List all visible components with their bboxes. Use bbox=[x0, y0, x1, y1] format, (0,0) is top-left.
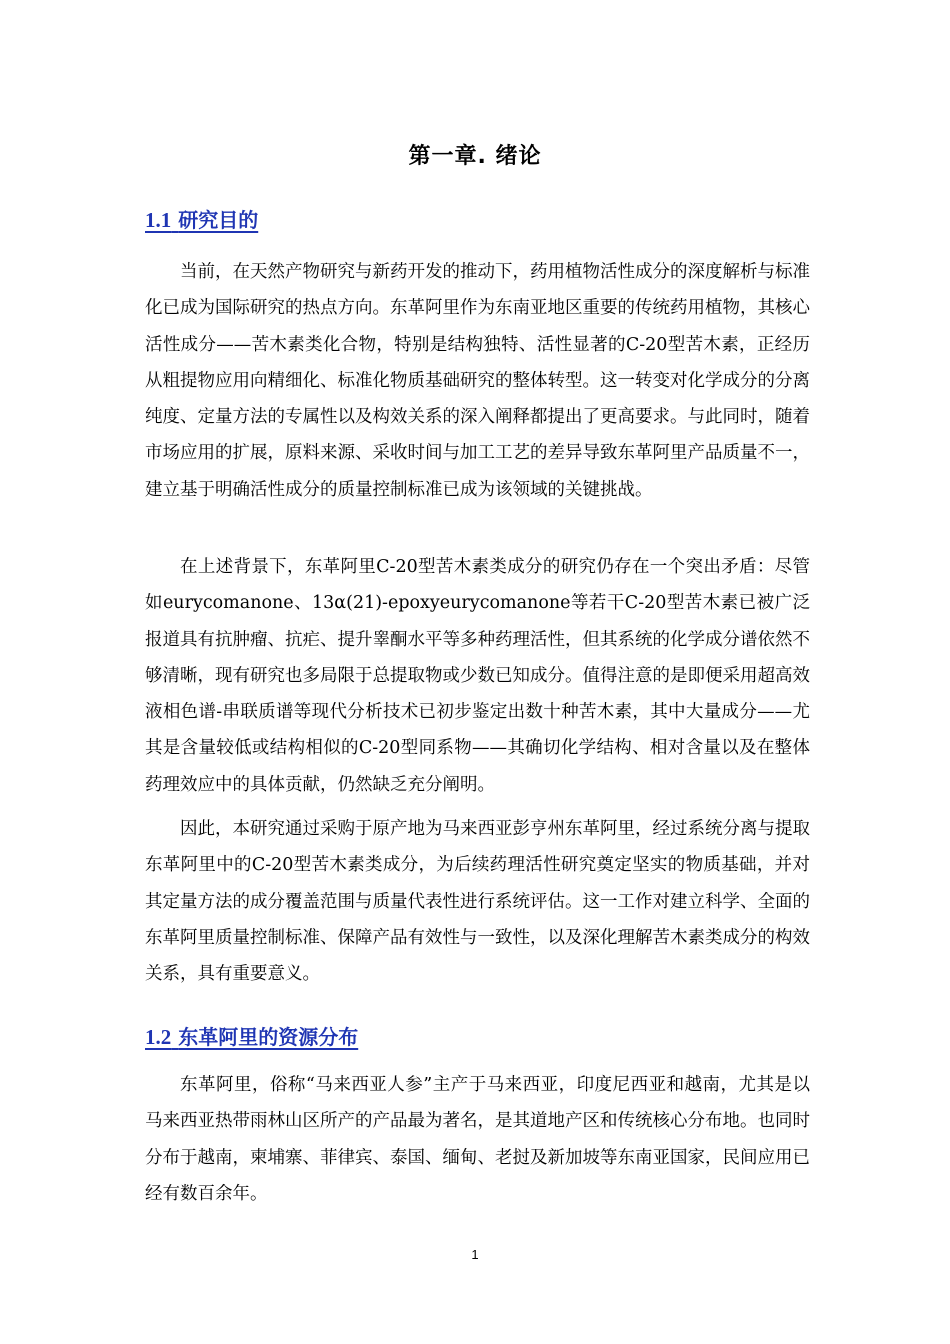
page-number: 1 bbox=[471, 1247, 479, 1262]
section-number: 1.1 bbox=[145, 208, 172, 232]
paragraph-research-purpose: 因此，本研究通过采购于原产地为马来西亚彭亨州东革阿里，经过系统分离与提取东革阿里中的C-20型苦木素类成分，为后续药理活性研究奠定坚实的物质基础，并对其定量方法的成分覆盖范围与质量代表性进行系统评估。这一工作对建立科学、全面的东革阿里质量控制标准、保障产品有效性与一致性，以及深化理解苦木素类成分的构效关系，具有重要意义。 bbox=[145, 819, 810, 985]
paragraph-resource-distribution: 东革阿里，俗称“马来西亚人参”主产于马来西亚，印度尼西亚和越南，尤其是以马来西亚热带雨林山区所产的产品最为著名，是其道地产区和传统核心分布地。也同时分布于越南，柬埔寨、菲律宾、泰国、缅甸、老挝及新加坡等东南亚国家，民间应用已经有数百余年。 bbox=[145, 1075, 810, 1204]
section-number: 1.2 bbox=[145, 1025, 172, 1049]
section-title: 东革阿里的资源分布 bbox=[178, 1025, 359, 1049]
paragraph-research-background: 当前，在天然产物研究与新药开发的推动下，药用植物活性成分的深度解析与标准化已成为国际研究的热点方向。东革阿里作为东南亚地区重要的传统药用植物，其核心活性成分——苦木素类化合物，特别是结构独特、活性显著的C-20型苦木素，正经历从粗提物应用向精细化、标准化物质基础研究的整体转型。这一转变对化学成分的分离纯度、定量方法的专属性以及构效关系的深入阐释都提出了更高要求。与此同时，随着市场应用的扩展，原料来源、采收时间与加工工艺的差异导致东革阿里产品质量不一，建立基于明确活性成分的质量控制标准已成为该领域的关键挑战。 bbox=[145, 262, 810, 500]
section-heading-1-2 bbox=[145, 1022, 358, 1052]
section-heading-1-1 bbox=[145, 205, 258, 235]
chapter-title: 第一章. 绪论 bbox=[408, 144, 542, 169]
paragraph-research-problem: 在上述背景下，东革阿里C-20型苦木素类成分的研究仍存在一个突出矛盾：尽管如eurycomanone、13α(21)-epoxyeurycomanone等若干C-20型苦木素已被广泛报道具有抗肿瘤、抗疟、提升睾酮水平等多种药理活性，但其系统的化学成分谱依然不够清晰，现有研究也多局限于总提取物或少数已知成分。值得注意的是即便采用超高效液相色谱-串联质谱等现代分析技术已初步鉴定出数十种苦木素，其中大量成分——尤其是含量较低或结构相似的C-20型同系物——其确切化学结构、相对含量以及在整体药理效应中的具体贡献，仍然缺乏充分阐明。 bbox=[145, 557, 810, 795]
section-title: 研究目的 bbox=[178, 208, 259, 232]
